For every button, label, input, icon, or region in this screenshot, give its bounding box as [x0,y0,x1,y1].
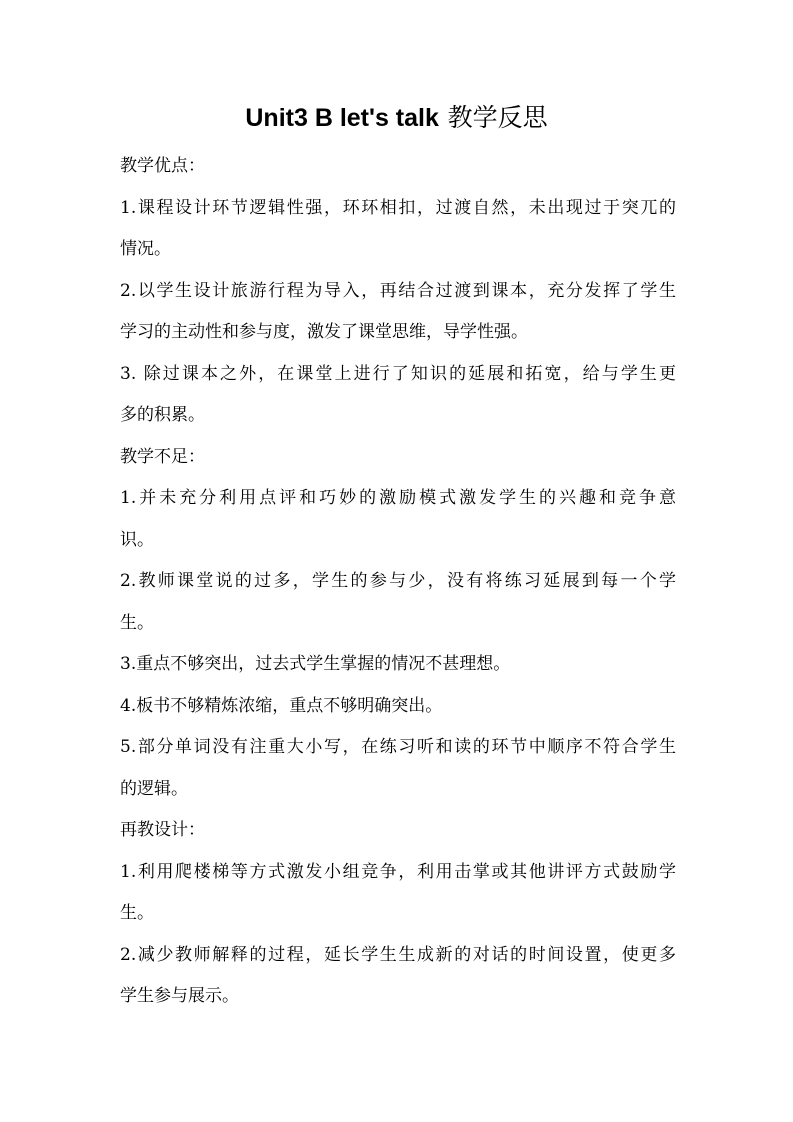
text-line: 2.以学生设计旅游行程为导入，再结合过渡到课本，充分发挥了学生 [120,280,676,301]
text-line: 的逻辑。 [120,778,188,799]
document-body [120,146,676,1018]
section-heading-weaknesses: 教学不足： [120,446,205,467]
text-line: 1.利用爬楼梯等方式激发小组竞争，利用击掌或其他讲评方式鼓励学 [120,861,676,882]
text-line: 多的积累。 [120,405,205,425]
text-line: 4.板书不够精炼浓缩，重点不够明确突出。 [120,695,443,716]
section-heading-strengths: 教学优点： [120,156,205,176]
title-chinese: 教学反思 [447,103,548,132]
title-english: Unit3 B let's talk [245,104,439,132]
text-line: 5.部分单词没有注重大小写，在练习听和读的环节中顺序不符合学生 [120,737,676,757]
page-title [0,98,793,138]
text-line: 学习的主动性和参与度，激发了课堂思维，导学性强。 [120,322,528,342]
text-line: 识。 [120,529,154,550]
text-line: 3. 除过课本之外，在课堂上进行了知识的延展和拓宽，给与学生更 [120,363,676,384]
text-line: 3.重点不够突出，过去式学生掌握的情况不甚理想。 [120,654,511,674]
text-line: 1.并未充分利用点评和巧妙的激励模式激发学生的兴趣和竞争意 [120,488,676,508]
text-line: 学生参与展示。 [120,986,239,1006]
text-line: 情况。 [120,239,171,259]
text-line: 生。 [120,903,154,923]
text-line: 2.教师课堂说的过多，学生的参与少，没有将练习延展到每一个学 [120,571,676,591]
text-line: 2.减少教师解释的过程，延长学生生成新的对话的时间设置，使更多 [120,944,676,965]
section-heading-redesign: 再教设计： [120,820,205,840]
text-line: 1.课程设计环节逻辑性强，环环相扣，过渡自然，未出现过于突兀的 [120,197,676,218]
text-line: 生。 [120,612,154,633]
